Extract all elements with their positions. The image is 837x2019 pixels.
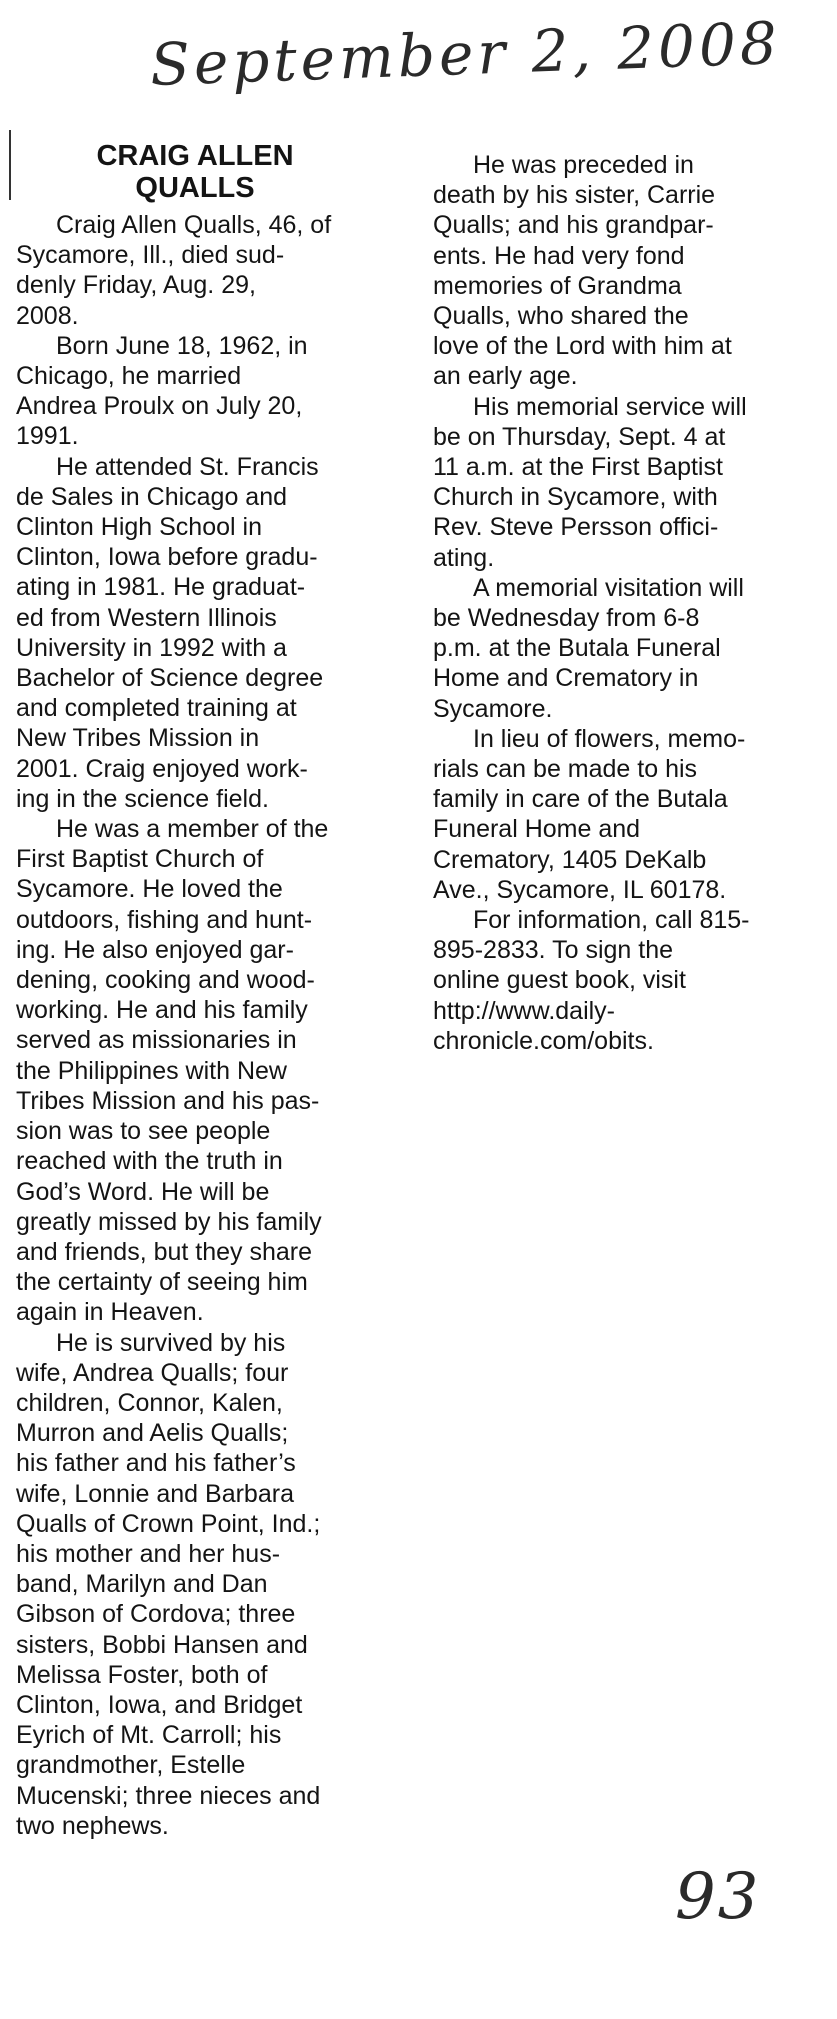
paragraph bbox=[16, 210, 388, 331]
obituary-title bbox=[60, 140, 330, 204]
text-line: Chicago, he married bbox=[16, 362, 242, 391]
text-line: children, Connor, Kalen, bbox=[16, 1388, 283, 1417]
text-line: p.m. at the Butala Funeral bbox=[433, 634, 721, 663]
text-line: the Philippines with New bbox=[16, 1056, 287, 1085]
paragraph bbox=[433, 724, 813, 905]
obituary-column-1 bbox=[16, 210, 388, 1841]
text-line: Clinton, Iowa before gradu- bbox=[16, 543, 318, 572]
text-line: University in 1992 with a bbox=[16, 633, 287, 662]
margin-mark bbox=[9, 130, 11, 200]
text-line: Sycamore, Ill., died sud- bbox=[16, 241, 285, 270]
text-line: God’s Word. He will be bbox=[16, 1177, 270, 1206]
text-line: Eyrich of Mt. Carroll; his bbox=[16, 1721, 282, 1750]
text-line: wife, Lonnie and Barbara bbox=[16, 1479, 294, 1508]
text-line: Sycamore. bbox=[433, 694, 553, 723]
text-line: ents. He had very fond bbox=[433, 241, 685, 270]
text-line: Clinton High School in bbox=[16, 513, 262, 542]
text-line: sion was to see people bbox=[16, 1117, 271, 1146]
text-line: greatly missed by his family bbox=[16, 1207, 322, 1236]
text-line: the certainty of seeing him bbox=[16, 1268, 308, 1297]
text-line: band, Marilyn and Dan bbox=[16, 1570, 268, 1599]
text-line: family in care of the Butala bbox=[433, 785, 728, 814]
text-line: death by his sister, Carrie bbox=[433, 181, 716, 210]
text-line: memories of Grandma bbox=[433, 271, 682, 300]
text-line: Andrea Proulx on July 20, bbox=[16, 392, 303, 421]
text-line: two nephews. bbox=[16, 1811, 169, 1840]
text-line: Qualls, who shared the bbox=[433, 302, 689, 331]
text-line: Craig Allen Qualls, 46, of bbox=[56, 211, 332, 239]
paragraph bbox=[433, 905, 813, 1056]
text-line: For information, call 815- bbox=[473, 906, 750, 935]
text-line: grandmother, Estelle bbox=[16, 1751, 246, 1780]
handwritten-page-number: 93 bbox=[675, 1860, 761, 1934]
text-line: New Tribes Mission in bbox=[16, 724, 260, 753]
text-line: 11 a.m. at the First Baptist bbox=[433, 453, 723, 482]
text-line: rials can be made to his bbox=[433, 755, 698, 784]
text-line: ing in the science field. bbox=[16, 784, 269, 813]
text-line: Gibson of Cordova; three bbox=[16, 1600, 296, 1629]
paragraph bbox=[16, 331, 388, 452]
paragraph bbox=[433, 150, 813, 392]
text-line: chronicle.com/obits. bbox=[433, 1026, 654, 1055]
text-line: His memorial service will bbox=[473, 392, 747, 421]
text-line: ing. He also enjoyed gar- bbox=[16, 935, 294, 964]
text-line: wife, Andrea Qualls; four bbox=[16, 1358, 289, 1387]
text-line: Mucenski; three nieces and bbox=[16, 1781, 321, 1810]
text-line: ating in 1981. He graduat- bbox=[16, 573, 306, 602]
text-line: again in Heaven. bbox=[16, 1298, 204, 1327]
text-line: be on Thursday, Sept. 4 at bbox=[433, 422, 726, 451]
text-line: He was preceded in bbox=[473, 151, 694, 179]
text-line: Murron and Aelis Qualls; bbox=[16, 1419, 289, 1448]
text-line: In lieu of flowers, memo- bbox=[473, 724, 746, 753]
text-line: Melissa Foster, both of bbox=[16, 1660, 268, 1689]
text-line: his mother and her hus- bbox=[16, 1539, 281, 1568]
text-line: Crematory, 1405 DeKalb bbox=[433, 845, 707, 874]
text-line: Tribes Mission and his pas- bbox=[16, 1086, 320, 1115]
text-line: 2008. bbox=[16, 301, 79, 330]
text-line: Funeral Home and bbox=[433, 815, 641, 844]
paragraph bbox=[16, 452, 388, 814]
text-line: ating. bbox=[433, 543, 495, 572]
text-line: served as missionaries in bbox=[16, 1026, 297, 1055]
paragraph bbox=[433, 392, 813, 573]
text-line: sisters, Bobbi Hansen and bbox=[16, 1630, 308, 1659]
text-line: de Sales in Chicago and bbox=[16, 482, 288, 511]
title-line-2: QUALLS bbox=[135, 172, 255, 204]
text-line: Bachelor of Science degree bbox=[16, 664, 324, 693]
text-line: his father and his father’s bbox=[16, 1449, 296, 1478]
paragraph bbox=[433, 573, 813, 724]
text-line: denly Friday, Aug. 29, bbox=[16, 271, 256, 300]
text-line: and completed training at bbox=[16, 694, 297, 723]
text-line: A memorial visitation will bbox=[473, 573, 744, 602]
text-line: Born June 18, 1962, in bbox=[56, 331, 308, 360]
text-line: outdoors, fishing and hunt- bbox=[16, 905, 313, 934]
handwritten-date: September 2, 2008 bbox=[149, 9, 782, 99]
text-line: and friends, but they share bbox=[16, 1237, 313, 1266]
text-line: ed from Western Illinois bbox=[16, 603, 277, 632]
text-line: 1991. bbox=[16, 422, 79, 451]
text-line: 895-2833. To sign the bbox=[433, 936, 674, 965]
text-line: He is survived by his bbox=[56, 1328, 286, 1357]
text-line: working. He and his family bbox=[16, 996, 308, 1025]
text-line: online guest book, visit bbox=[433, 966, 686, 995]
text-line: He was a member of the bbox=[56, 815, 329, 844]
text-line: love of the Lord with him at bbox=[433, 332, 732, 361]
text-line: reached with the truth in bbox=[16, 1147, 283, 1176]
text-line: be Wednesday from 6-8 bbox=[433, 604, 700, 633]
text-line: Clinton, Iowa, and Bridget bbox=[16, 1690, 303, 1719]
text-line: Sycamore. He loved the bbox=[16, 875, 283, 904]
paragraph bbox=[16, 1328, 388, 1841]
text-line: Home and Crematory in bbox=[433, 664, 699, 693]
title-line-1: CRAIG ALLEN bbox=[96, 140, 294, 172]
text-line: First Baptist Church of bbox=[16, 845, 264, 874]
text-line: Ave., Sycamore, IL 60178. bbox=[433, 875, 727, 904]
text-line: Church in Sycamore, with bbox=[433, 483, 718, 512]
obituary-column-2 bbox=[433, 150, 813, 1056]
text-line: Qualls; and his grandpar- bbox=[433, 211, 714, 240]
text-line: http://www.daily- bbox=[433, 996, 616, 1025]
text-line: Rev. Steve Persson offici- bbox=[433, 513, 719, 542]
text-line: Qualls of Crown Point, Ind.; bbox=[16, 1509, 321, 1538]
text-line: dening, cooking and wood- bbox=[16, 966, 315, 995]
text-line: 2001. Craig enjoyed work- bbox=[16, 754, 308, 783]
paragraph bbox=[16, 814, 388, 1327]
text-line: an early age. bbox=[433, 362, 578, 391]
text-line: He attended St. Francis bbox=[56, 452, 319, 481]
